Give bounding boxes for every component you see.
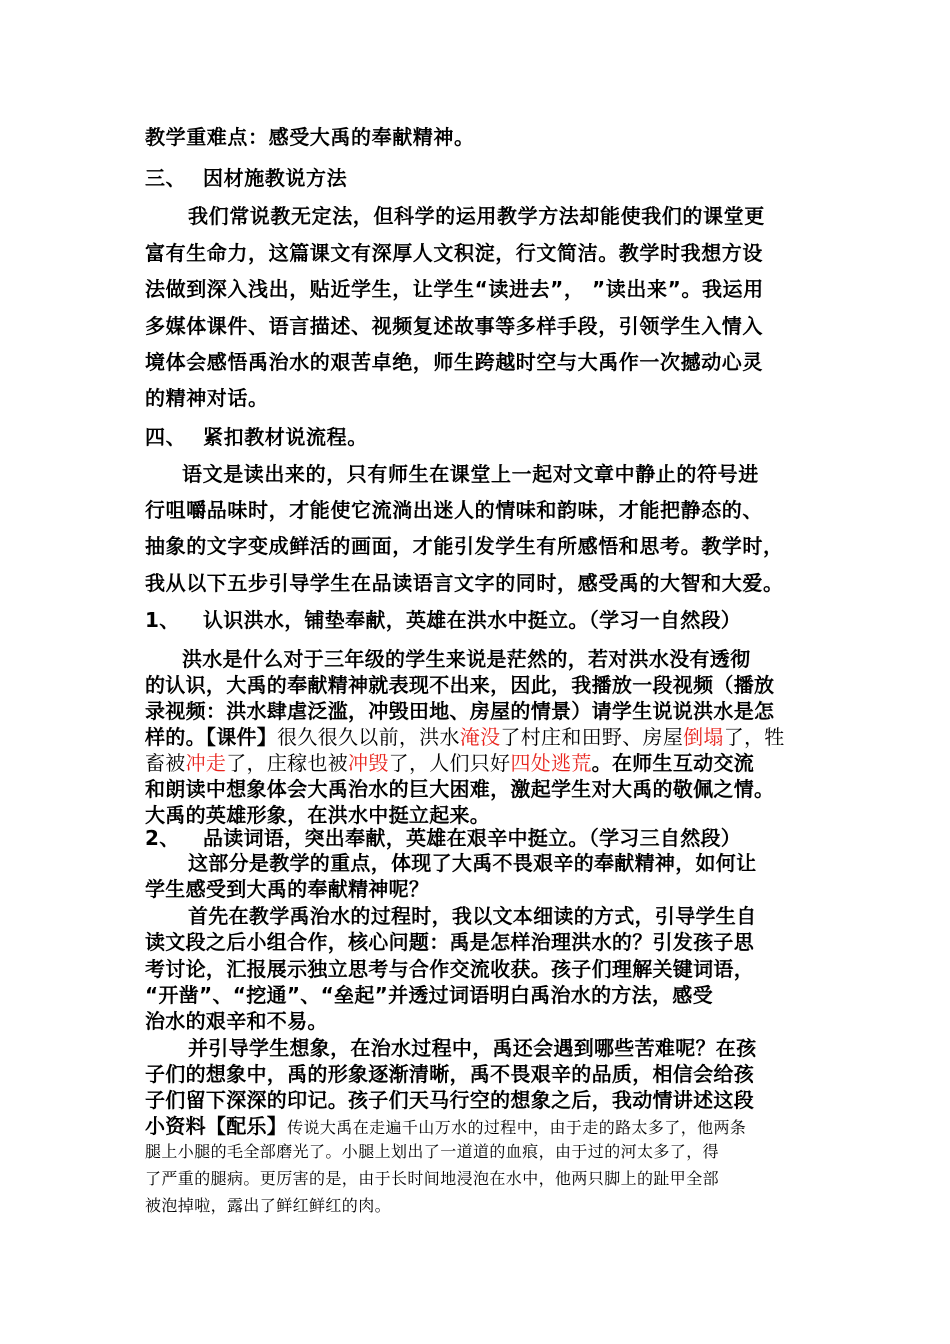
paragraph-line: 首先在教学禹治水的过程时，我以文本细读的方式，引导学生自 <box>188 904 757 928</box>
paragraph-line: 大禹的英雄形象，在洪水中挺立起来。 <box>145 803 491 827</box>
paragraph-line: 录视频：洪水肆虐泛滥，冲毁田地、房屋的情景）请学生说说洪水是怎 <box>145 699 775 723</box>
paragraph-line: 语文是读出来的，只有师生在课堂上一起对文章中静止的符号进 <box>182 462 759 486</box>
step-1-title: 认识洪水，铺垫奉献，英雄在洪水中挺立。（学习一自然段） <box>203 608 742 632</box>
paragraph-line: 读文段之后小组合作，核心问题：禹是怎样治理洪水的？引发孩子思 <box>145 930 754 954</box>
paragraph-line: 和朗读中想象体会大禹治水的巨大困难，激起学生对大禹的敬佩之情。 <box>145 777 775 801</box>
paragraph-line: 多媒体课件、语言描述、视频复述故事等多样手段，引领学生入情入 <box>145 314 763 338</box>
quote-text: 畜被 <box>145 751 186 775</box>
paragraph-line: “开凿”、“挖通”、“垒起”并透过词语明白禹治水的方法，感受 <box>145 983 713 1007</box>
legend-text: 传说大禹在走遍千山万水的过程中，由于走的路太多了，他两条 <box>287 1118 747 1137</box>
paragraph-line: 我从以下五步引导学生在品读语言文字的同时，感受禹的大智和大爱。 <box>145 571 784 595</box>
highlight-word: 冲走 <box>185 751 227 775</box>
music-material-label: 小资料【配乐】 <box>145 1114 288 1138</box>
legend-line: 了严重的腿病。更厉害的是，由于长时间地浸泡在水中，他两只脚上的趾甲全部 <box>145 1169 720 1188</box>
section-4-number: 四、 <box>145 425 187 449</box>
highlight-word: 倒塌 <box>683 725 724 749</box>
step-1-number: 1、 <box>145 608 180 632</box>
paragraph-line: 考讨论，汇报展示独立思考与合作交流收获。孩子们理解关键词语， <box>145 957 754 981</box>
courseware-line <box>145 721 785 750</box>
quote-text: 很久很久以前，洪水 <box>277 725 460 749</box>
highlight-word: 淹没 <box>459 725 501 749</box>
paragraph-line: 行咀嚼品味时，才能使它流淌出迷人的情味和韵味，才能把静态的、 <box>145 498 763 522</box>
section-3-number: 三、 <box>145 166 187 190</box>
legend-line: 被泡掉啦，露出了鲜红鲜红的肉。 <box>145 1196 392 1215</box>
paragraph-line: 洪水是什么对于三年级的学生来说是茫然的，若对洪水没有透彻 <box>182 647 751 671</box>
highlight-word: 冲毁 <box>348 751 389 775</box>
courseware-line <box>145 747 754 776</box>
paragraph-line: 我们常说教无定法，但科学的运用教学方法却能使我们的课堂更 <box>188 204 765 228</box>
quote-text: 了村庄和田野、房屋 <box>500 725 684 749</box>
music-material-line <box>145 1110 746 1139</box>
quote-text: 了，庄稼也被 <box>226 751 349 775</box>
section-4-title: 紧扣教材说流程。 <box>203 425 368 449</box>
paragraph-line: 子们的想象中，禹的形象逐渐清晰，禹不畏艰辛的品质，相信会给孩 <box>145 1062 754 1086</box>
paragraph-line: 的精神对话。 <box>145 386 269 410</box>
paragraph-line: 境体会感悟禹治水的艰苦卓绝，师生跨越时空与大禹作一次撼动心灵 <box>145 350 763 374</box>
paragraph-line: 这部分是教学的重点，体现了大禹不畏艰辛的奉献精神，如何让 <box>188 851 757 875</box>
courseware-label: 样的。【课件】 <box>145 725 278 749</box>
paragraph-line: 并引导学生想象，在治水过程中，禹还会遇到哪些苦难呢？在孩 <box>188 1036 757 1060</box>
quote-text: 了，人们只好 <box>388 751 511 775</box>
paragraph-line: 治水的艰辛和不易。 <box>145 1009 328 1033</box>
paragraph-line: 的认识，大禹的奉献精神就表现不出来，因此，我播放一段视频（播放 <box>145 673 775 697</box>
paragraph-text: 。在师生互动交流 <box>591 751 755 775</box>
paragraph-line: 法做到深入浅出，贴近学生，让学生“读进去”， ”读出来”。我运用 <box>145 277 764 301</box>
highlight-word: 四处逃荒 <box>510 751 592 775</box>
step-2-number: 2、 <box>145 826 180 850</box>
heading-key-difficulty: 教学重难点：感受大禹的奉献精神。 <box>145 125 475 149</box>
step-2-title: 品读词语，突出奉献，英雄在艰辛中挺立。（学习三自然段） <box>203 826 742 850</box>
quote-text: 了，牲 <box>723 725 785 749</box>
section-3-title: 因材施教说方法 <box>203 166 348 190</box>
legend-line: 腿上小腿的毛全部磨光了。小腿上划出了一道道的血痕，由于过的河太多了，得 <box>145 1142 720 1161</box>
paragraph-line: 学生感受到大禹的奉献精神呢？ <box>145 877 430 901</box>
paragraph-line: 子们留下深深的印记。孩子们天马行空的想象之后，我动情讲述这段 <box>145 1088 754 1112</box>
paragraph-line: 富有生命力，这篇课文有深厚人文积淀，行文简洁。教学时我想方设 <box>145 241 763 265</box>
paragraph-line: 抽象的文字变成鲜活的画面，才能引发学生有所感悟和思考。教学时， <box>145 534 784 558</box>
